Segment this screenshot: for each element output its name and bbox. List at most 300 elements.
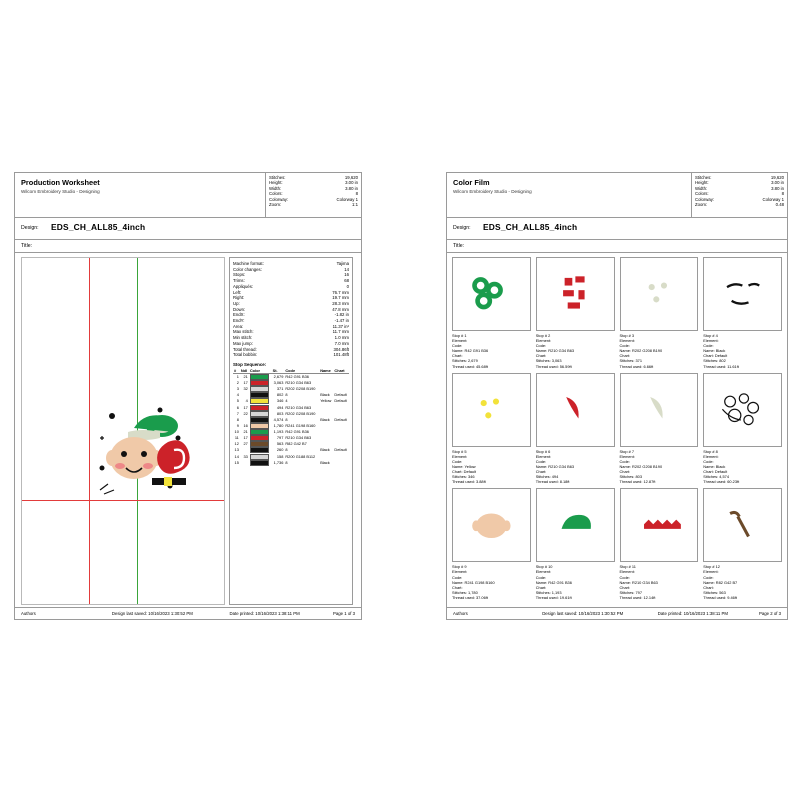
stop-thread: Thread used: 3.88ft [452, 479, 486, 485]
seq-chart: Default [334, 392, 347, 398]
page1-title: Production Worksheet [21, 178, 100, 187]
seq-index: 10 [234, 429, 239, 435]
stop-metadata [703, 333, 782, 369]
footer-saved: Design last saved: 10/16/2023 1:30:52 PM [542, 611, 624, 616]
color-swatch [250, 417, 269, 423]
stop-metadata [703, 564, 782, 600]
seq-stitches: 1,780 [273, 422, 284, 428]
spec-value: 19.7 mm [332, 295, 349, 301]
seq-stitches: 1,736 [273, 459, 284, 465]
spec-value: 11.37 in² [332, 323, 349, 329]
seq-col-header: Chart [333, 368, 349, 374]
info-value: 3.00 in [771, 180, 784, 186]
stop-label: Stop # 1 [452, 333, 467, 338]
seq-stitches: 2,679 [273, 373, 284, 379]
stop-metadata [536, 333, 615, 369]
spec-value: Tajima [336, 261, 349, 266]
info-value: 8 [781, 191, 784, 197]
stop-thumbnail[interactable] [703, 257, 782, 331]
stop-stitches: Stitches: 2,679 [452, 358, 478, 364]
stop-label: Stop # 10 [535, 564, 553, 570]
seq-code: R210 G34 B63 [285, 435, 312, 441]
spec-key: EndX: [233, 312, 245, 318]
stop-thumbnail[interactable] [452, 257, 531, 331]
stop-chart: Chart: [535, 353, 547, 359]
stop-code: Code: [452, 574, 463, 580]
stop-thread: Thread used: 12.14ft [619, 594, 656, 600]
page2-design-row [447, 218, 787, 240]
seq-needle: 22 [243, 410, 248, 416]
spec-value: 101.48ft [333, 352, 349, 358]
seq-needle: 21 [243, 429, 248, 435]
design-canvas [21, 257, 225, 605]
color-swatch [250, 447, 269, 453]
stop-stitches: Stitches: 371 [619, 358, 642, 364]
spec-key: Min stitch: [233, 335, 253, 341]
stop-stitches: Stitches: 4,574 [703, 474, 729, 480]
seq-name [319, 373, 333, 380]
stop-chart: Chart: Default [703, 353, 728, 359]
seq-index: 7 [236, 410, 239, 416]
seq-stitches: 1,193 [273, 429, 284, 435]
stop-thread: Thread used: 45.68ft [452, 363, 488, 369]
seq-needle: 21 [243, 373, 248, 379]
stop-thumbnail[interactable] [703, 488, 782, 562]
info-key: Stitches: [269, 175, 286, 180]
stop-code: Code: [703, 343, 714, 349]
seq-index: 2 [236, 380, 239, 386]
seq-code: 8 [285, 392, 288, 398]
spec-value: 11.7 mm [332, 329, 349, 335]
seq-needle: 32 [243, 386, 248, 392]
spec-row [233, 352, 349, 358]
stop-chart: Chart: [703, 584, 714, 590]
color-swatch [250, 454, 269, 460]
info-key: Width: [695, 185, 708, 191]
stop-thread: Thread used: 12.87ft [619, 479, 656, 485]
seq-needle: 4 [245, 398, 248, 404]
footer-printed: Date printed: 10/16/2023 1:38:11 PM [229, 611, 300, 616]
stop-thumbnail[interactable] [620, 373, 699, 447]
seq-needle: 17 [243, 435, 248, 441]
seq-code: R202 G208 B190 [285, 410, 316, 416]
stop-name: Name: Black [703, 463, 726, 469]
stop-element: Element: [619, 453, 635, 459]
spec-value: 28.3 mm [332, 300, 349, 306]
stop-metadata [620, 564, 699, 600]
stop-thumbnail[interactable] [452, 373, 531, 447]
info-value: 19,620 [344, 175, 358, 180]
info-key: Stitches: [695, 175, 712, 180]
spec-key: Area: [233, 323, 244, 329]
table-row [233, 373, 349, 380]
stop-name: Name: R202 G208 B190 [619, 463, 663, 469]
info-value: 3.80 in [771, 185, 784, 191]
seq-col-header: St. [272, 368, 285, 374]
production-worksheet-page [14, 172, 362, 620]
stop-thread: Thread used: 9.46ft [703, 594, 737, 600]
seq-index: 3 [236, 386, 239, 392]
page2-footer [447, 607, 787, 619]
stop-code: Code: [703, 574, 714, 580]
stop-metadata [536, 564, 615, 600]
color-film-cell[interactable] [703, 373, 782, 485]
stop-chart: Chart: Default [452, 469, 477, 475]
spec-value: 76.7 mm [332, 289, 349, 295]
stop-chart: Chart: Default [703, 469, 728, 475]
seq-name: Black [320, 416, 330, 422]
color-film-page [446, 172, 788, 620]
stop-name: Name: R42 G91 B36 [535, 579, 572, 585]
color-film-cell[interactable] [452, 373, 531, 485]
seq-col-header: # [233, 368, 240, 374]
seq-stitches: 802 [276, 392, 284, 398]
page2-title-row [447, 240, 787, 253]
info-key: Height: [695, 180, 709, 186]
stop-code: Code: [703, 458, 714, 464]
page2-header [447, 173, 787, 218]
stop-element: Element: [703, 569, 719, 575]
stop-element: Element: [535, 453, 552, 459]
seq-index: 12 [234, 441, 239, 447]
spec-key: Total thread: [233, 346, 257, 352]
seq-needle: 17 [243, 380, 248, 386]
spec-value: 1.0 mm [334, 335, 349, 341]
page2-subtitle: Wilcom Embroidery Studio - Designing [453, 189, 532, 194]
color-film-cell[interactable] [620, 373, 699, 485]
info-key: Width: [269, 185, 282, 191]
stop-element: Element: [703, 453, 719, 459]
seq-code: 4 [285, 398, 288, 404]
color-swatch [250, 423, 269, 429]
seq-chart: Default [334, 447, 347, 453]
stop-stitches: Stitches: 346 [452, 474, 475, 480]
spec-value: 14 [344, 266, 349, 272]
stop-code: Code: [619, 458, 630, 464]
info-key: Colorway: [695, 196, 715, 202]
stop-name: Name: R210 G34 B63 [619, 579, 658, 585]
seq-needle: 33 [243, 453, 248, 459]
seq-col-header: Ndl [240, 367, 248, 373]
stop-thumbnail[interactable] [536, 488, 615, 562]
stop-element: Element: [703, 338, 719, 344]
stop-sequence-heading: Stop Sequence: [233, 361, 267, 367]
stop-stitches: Stitches: 563 [703, 589, 726, 595]
spec-key: Max jump: [233, 340, 253, 346]
spec-value: 0 [346, 283, 349, 289]
seq-needle [240, 460, 249, 466]
table-row [233, 460, 349, 466]
color-film-cell[interactable] [620, 257, 699, 369]
stop-stitches: Stitches: 802 [703, 358, 726, 364]
stop-thumbnail[interactable] [703, 373, 782, 447]
seq-stitches: 797 [276, 435, 284, 441]
spec-value: 68 [344, 278, 349, 284]
spec-key: Up: [233, 300, 240, 306]
design-name: EDS_CH_ALL85_4inch [51, 222, 146, 232]
spec-key: Right: [233, 295, 245, 301]
seq-stitches: 3,063 [273, 380, 284, 386]
stop-name: Name: R241 G198 B160 [452, 579, 495, 585]
seq-index: 9 [236, 422, 239, 428]
info-key: Zoom: [695, 202, 708, 208]
color-swatch [250, 386, 269, 392]
stop-metadata [452, 564, 531, 600]
page1-body [15, 253, 361, 618]
color-film-cell[interactable] [452, 257, 531, 369]
spec-value: 16 [344, 272, 349, 278]
seq-index: 1 [236, 373, 239, 379]
footer-page-number: Page 1 of 3 [333, 611, 355, 616]
color-swatch [250, 429, 269, 435]
color-swatch [250, 380, 269, 386]
seq-stitches: 158 [276, 453, 284, 459]
seq-index: 11 [234, 435, 239, 441]
page2-info-row [695, 202, 784, 207]
color-film-cell[interactable] [536, 373, 615, 485]
info-key: Zoom: [269, 202, 282, 208]
stop-metadata [620, 333, 699, 369]
color-film-cell[interactable] [620, 488, 699, 600]
stop-element: Element: [535, 569, 552, 575]
seq-needle: 17 [243, 404, 248, 410]
info-value: Colorway 1 [762, 196, 784, 202]
stop-thumbnail[interactable] [536, 257, 615, 331]
stop-metadata [536, 449, 615, 485]
page1-info-row [269, 202, 358, 207]
stop-name: Name: Black [703, 348, 726, 354]
spec-key: Machine format: [233, 261, 264, 266]
stop-stitches: Stitches: 803 [619, 474, 642, 480]
spec-key: Trims: [233, 278, 245, 284]
stop-name: Name: R210 G34 B63 [535, 463, 575, 469]
stop-code: Code: [535, 574, 547, 580]
info-key: Colors: [269, 191, 283, 197]
spec-value: -1.82 in [334, 312, 349, 318]
stop-element: Element: [452, 338, 468, 344]
stop-code: Code: [619, 574, 630, 580]
stop-chart: Chart: [535, 469, 547, 475]
seq-name: Black [320, 447, 330, 453]
stop-stitches: Stitches: 1,780 [452, 589, 478, 595]
spec-key: Appliqués: [233, 283, 254, 289]
color-swatch [250, 460, 269, 466]
seq-code: 8 [285, 459, 288, 465]
stop-label: Stop # 8 [703, 448, 718, 454]
stop-name: Name: R202 G208 B190 [619, 348, 663, 354]
seq-code: R210 G34 B63 [285, 404, 312, 410]
footer-page-number: Page 2 of 3 [759, 611, 781, 616]
seq-stitches: 371 [276, 386, 284, 392]
stop-name: Name: Yellow [452, 463, 476, 469]
stop-chart: Chart: [619, 469, 631, 475]
design-label: Design: [453, 225, 471, 231]
footer-saved: Design last saved: 10/16/2023 1:30:52 PM [111, 611, 193, 616]
stop-metadata [452, 333, 531, 369]
stop-thread: Thread used: 37.06ft [452, 594, 488, 600]
design-label: Design: [21, 225, 39, 231]
color-film-cell[interactable] [536, 488, 615, 600]
info-key: Height: [269, 180, 283, 186]
stop-chart: Chart: [452, 353, 463, 359]
seq-stitches: 4,574 [273, 416, 284, 422]
spec-value: 47.8 mm [332, 306, 349, 312]
page1-info-box [265, 173, 361, 217]
seq-index: 8 [236, 416, 239, 422]
color-swatch [250, 441, 269, 447]
stop-code: Code: [535, 343, 547, 349]
stop-code: Code: [452, 343, 463, 349]
stop-code: Code: [535, 458, 547, 464]
stop-code: Code: [452, 458, 463, 464]
design-name: EDS_CH_ALL85_4inch [483, 222, 578, 232]
page1-subtitle: Wilcom Embroidery Studio - Designing [21, 189, 100, 194]
stop-element: Element: [619, 569, 635, 575]
stop-name: Name: R42 G91 B36 [452, 348, 489, 354]
seq-name: Yellow [320, 398, 332, 404]
spec-key: Down: [233, 306, 246, 312]
stop-label: Stop # 12 [703, 564, 720, 570]
color-swatch [250, 411, 269, 417]
seq-code: R82 G42 B7 [285, 441, 307, 447]
stop-thumbnail[interactable] [620, 488, 699, 562]
stop-thread: Thread used: 6.66ft [619, 363, 654, 369]
color-swatch [250, 374, 269, 380]
seq-col-header: Code [284, 368, 319, 374]
seq-chart [333, 373, 349, 380]
stop-label: Stop # 11 [619, 564, 636, 570]
color-swatch [250, 392, 269, 398]
stop-element: Element: [535, 338, 552, 344]
stop-label: Stop # 5 [452, 448, 467, 454]
page2-info-box [691, 173, 787, 217]
seq-col-header: Color [249, 368, 272, 374]
spec-value: -1.47 in [334, 318, 349, 324]
color-swatch [250, 435, 269, 441]
seq-code: R42 G91 B36 [285, 373, 309, 379]
stop-thumbnail[interactable] [452, 488, 531, 562]
stop-sequence-table [233, 368, 349, 466]
stop-name: Name: R82 G42 B7 [703, 579, 738, 585]
color-film-grid [452, 257, 782, 600]
footer-printed: Date printed: 10/16/2023 1:38:11 PM [657, 611, 728, 616]
embroidery-design-preview [82, 398, 202, 518]
page1-title-row [15, 240, 361, 253]
title-label: Title: [453, 243, 465, 249]
seq-index: 15 [234, 459, 239, 465]
stop-stitches: Stitches: 1,193 [535, 589, 562, 595]
stop-name: Name: R210 G34 B63 [535, 348, 575, 354]
seq-needle: 16 [243, 422, 248, 428]
stop-stitches: Stitches: 3,063 [535, 358, 562, 364]
color-film-cell[interactable] [703, 257, 782, 369]
seq-stitches: 563 [276, 441, 284, 447]
color-film-cell[interactable] [536, 257, 615, 369]
seq-index: 5 [236, 398, 239, 404]
spec-key: Max stitch: [233, 329, 254, 335]
page2-body [447, 253, 787, 618]
stop-label: Stop # 9 [452, 564, 467, 570]
stop-thumbnail[interactable] [536, 373, 615, 447]
design-specs-panel [229, 257, 353, 605]
page1-footer [15, 607, 361, 619]
seq-code: 8 [285, 447, 288, 453]
seq-index: 13 [234, 447, 239, 453]
spec-key: Color changes: [233, 266, 262, 272]
page1-design-row [15, 218, 361, 240]
seq-index: 4 [236, 392, 239, 398]
spec-key: Stops: [233, 272, 246, 278]
seq-stitches: 803 [276, 410, 284, 416]
info-key: Colors: [695, 191, 709, 197]
stop-thread: Thread used: 56.59ft [535, 363, 572, 369]
seq-name: Black [320, 459, 330, 465]
stop-metadata [703, 449, 782, 485]
info-key: Colorway: [269, 196, 289, 202]
footer-authors: Authors [453, 611, 468, 616]
stop-label: Stop # 4 [703, 333, 718, 338]
footer-authors: Authors [21, 611, 36, 616]
info-value: 8 [355, 191, 358, 197]
stop-metadata [620, 449, 699, 485]
info-value: 3.00 in [345, 180, 358, 186]
stop-chart: Chart: [619, 353, 631, 359]
color-swatch [250, 405, 269, 411]
stop-thumbnail[interactable] [620, 257, 699, 331]
seq-color-swatch [249, 460, 272, 466]
seq-stitches: 494 [276, 404, 284, 410]
stop-element: Element: [619, 338, 635, 344]
color-film-cell[interactable] [452, 488, 531, 600]
color-swatch [250, 398, 269, 404]
stop-label: Stop # 6 [535, 448, 551, 454]
stop-chart: Chart: [535, 584, 547, 590]
seq-chart: Default [334, 398, 347, 404]
info-value: 3.80 in [345, 185, 358, 191]
stop-thread: Thread used: 11.61ft [703, 363, 739, 369]
info-value: Colorway 1 [336, 196, 358, 202]
page2-title: Color Film [453, 178, 490, 187]
seq-col-header: Name [319, 368, 333, 374]
spec-key: Left: [233, 289, 242, 295]
seq-color-swatch [249, 373, 272, 380]
stop-chart: Chart: [619, 584, 631, 590]
stop-thread: Thread used: 60.23ft [703, 479, 740, 485]
seq-needle: 27 [243, 441, 248, 447]
stop-element: Element: [452, 453, 468, 459]
seq-code: 8 [285, 416, 288, 422]
stop-element: Element: [452, 569, 468, 575]
title-label: Title: [21, 243, 33, 249]
color-film-cell[interactable] [703, 488, 782, 600]
stop-label: Stop # 2 [535, 333, 551, 338]
seq-code: R241 G198 B160 [285, 422, 316, 428]
stop-code: Code: [619, 343, 630, 349]
seq-code: R200 G188 B112 [285, 453, 316, 459]
stop-label: Stop # 3 [619, 333, 634, 338]
seq-index: 14 [234, 453, 239, 459]
seq-stitches: 260 [276, 447, 284, 453]
stop-stitches: Stitches: 797 [619, 589, 642, 595]
stop-metadata [452, 449, 531, 485]
seq-code: R202 G208 B190 [285, 386, 316, 392]
spec-value: 304.86ft [333, 346, 349, 352]
stop-chart: Chart: [452, 584, 463, 590]
seq-name: Black [320, 392, 330, 398]
info-value: 19,620 [770, 175, 784, 180]
seq-chart [333, 460, 349, 466]
info-value: 1:1 [352, 202, 358, 208]
